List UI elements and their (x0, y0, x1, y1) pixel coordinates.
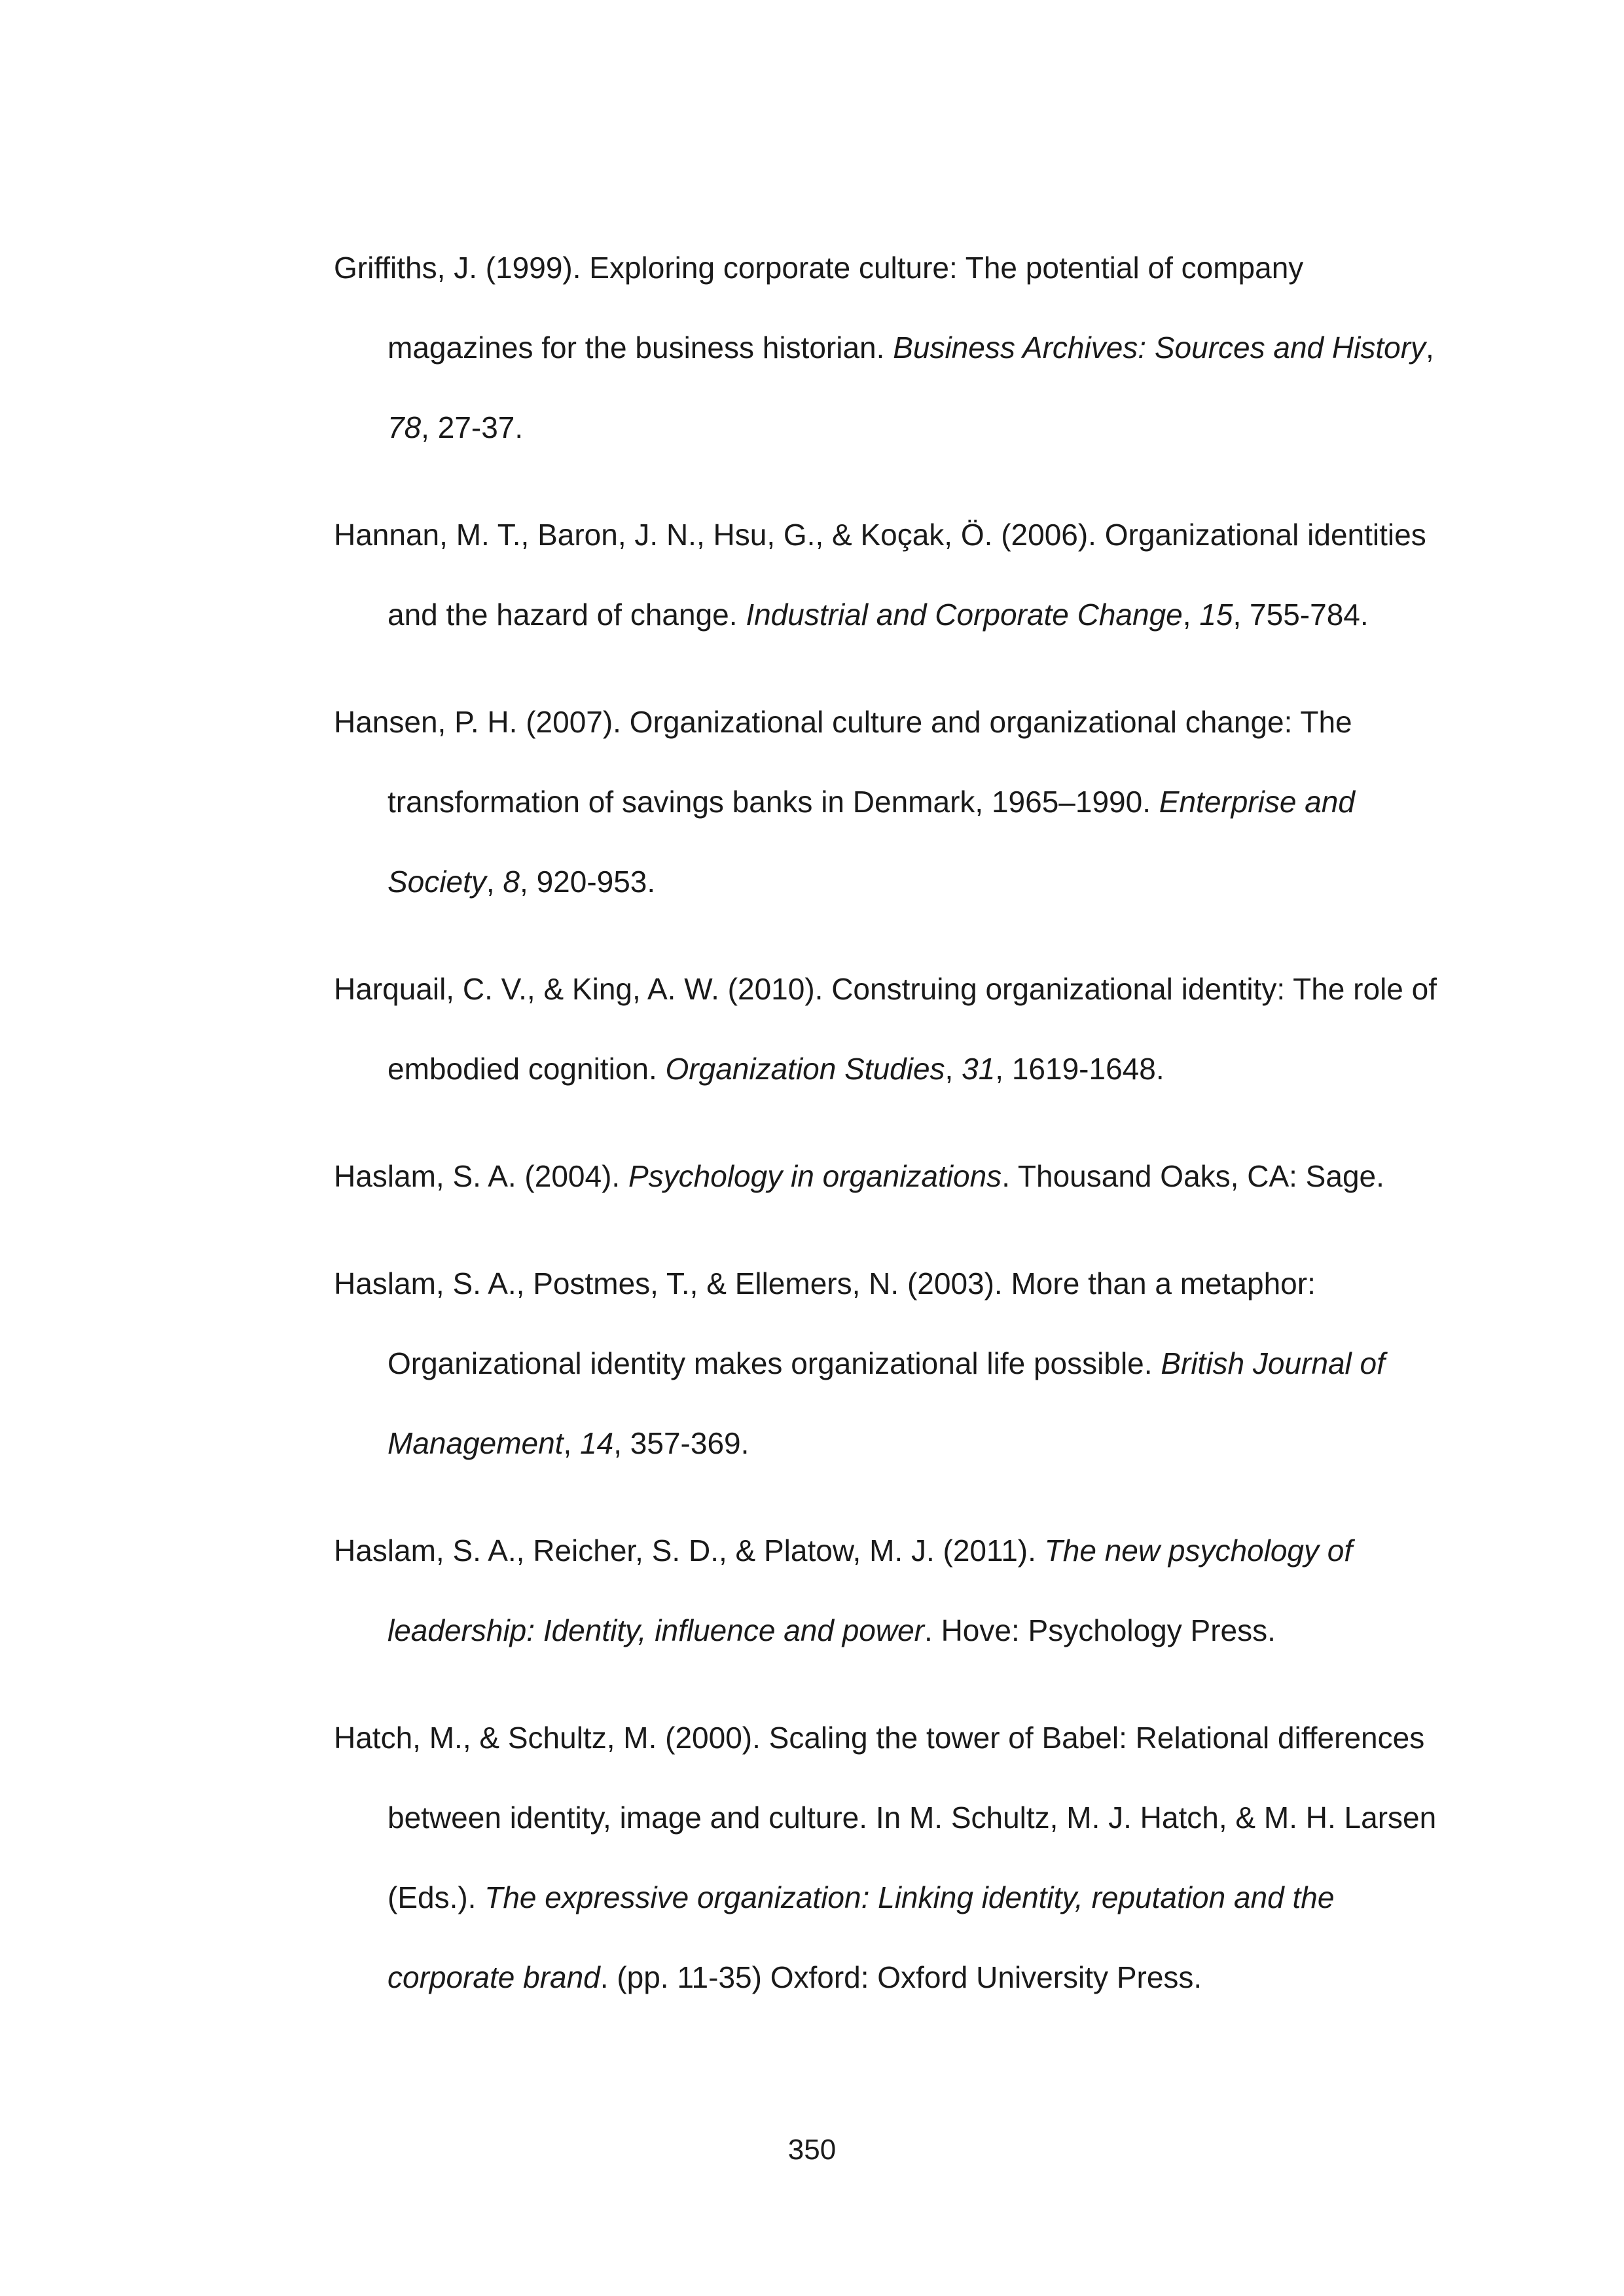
reference-entry: Hansen, P. H. (2007). Organizational culture and organizational change: The transformation of savings banks in Denmark, 1965–1990. Enterprise and Society, 8, 920-953. (334, 705, 1355, 899)
reference-text: Haslam, S. A., Reicher, S. D., & Platow, M. J. (2011). (334, 1534, 1045, 1568)
reference-text: Hansen, P. H. (2007). Organizational culture and organizational change: The transformation of savings banks in Denmark, 1965–1990. (334, 705, 1352, 819)
reference-entry: Harquail, C. V., & King, A. W. (2010). Construing organizational identity: The role of embodied cognition. Organization Studies, 31, 1619-1648. (334, 972, 1437, 1086)
volume-number: 78 (388, 410, 422, 444)
publisher-info: . Hove: Psychology Press. (924, 1613, 1276, 1647)
reference-entry (334, 1698, 1447, 2017)
book-title: Psychology in organizations (628, 1159, 1002, 1193)
journal-title: Business Archives: Sources and History (893, 331, 1426, 365)
page-range: , 920-953. (520, 865, 656, 899)
volume-number: 15 (1199, 598, 1233, 632)
journal-title: Industrial and Corporate Change (746, 598, 1183, 632)
reference-text: Griffiths, J. (1999). Exploring corporate culture: The potential of company magazines for the business historian. (334, 251, 1304, 365)
reference-text: Haslam, S. A., Postmes, T., & Ellemers, N. (2003). More than a metaphor: Organizational identity makes organizational life possible. (334, 1266, 1316, 1380)
page-range: , 27-37. (421, 410, 524, 444)
reference-text: Hatch, M., & Schultz, M. (2000). Scaling the tower of Babel: Relational differences between identity, image and culture. In M. Schultz, M. J. Hatch, & M. H. Larsen (Eds.). (334, 1721, 1437, 1914)
page-range: , 755-784. (1233, 598, 1369, 632)
reference-entry (334, 1511, 1447, 1670)
journal-title: Enterprise and Society (388, 785, 1355, 899)
page-range: , 357-369. (613, 1426, 749, 1460)
page-number: 350 (787, 2134, 837, 2166)
reference-entry: Hannan, M. T., Baron, J. N., Hsu, G., & Koçak, Ö. (2006). Organizational identities and the hazard of change. Industrial and Corporate Change, 15, 755-784. (334, 518, 1426, 632)
reference-text: Hannan, M. T., Baron, J. N., Hsu, G., & Koçak, Ö. (2006). Organizational identities and the hazard of change. (334, 518, 1426, 632)
reference-list (334, 228, 1447, 2045)
book-title: The expressive organization: Linking identity, reputation and the corporate brand (388, 1880, 1335, 1994)
reference-entry: Griffiths, J. (1999). Exploring corporate culture: The potential of company magazines for the business historian. Business Archives: Sources and History, 78, 27-37. (334, 251, 1434, 444)
volume-number: 14 (580, 1426, 614, 1460)
journal-title: British Journal of Management (388, 1346, 1385, 1460)
journal-title: Organization Studies (665, 1052, 945, 1086)
volume-number: 31 (962, 1052, 996, 1086)
page-range: , 1619-1648. (995, 1052, 1164, 1086)
publisher-info: . Thousand Oaks, CA: Sage. (1001, 1159, 1384, 1193)
reference-entry (334, 1136, 1447, 1216)
book-title: The new psychology of leadership: Identity, influence and power (388, 1534, 1353, 1647)
publisher-info: . (pp. 11-35) Oxford: Oxford University Press. (600, 1960, 1202, 1994)
volume-number: 8 (503, 865, 520, 899)
reference-entry: Haslam, S. A., Postmes, T., & Ellemers, N. (2003). More than a metaphor: Organizational identity makes organizational life possible. British Journal of Management, 14, 357-369. (334, 1266, 1385, 1460)
reference-text: Harquail, C. V., & King, A. W. (2010). Construing organizational identity: The role of embodied cognition. (334, 972, 1437, 1086)
reference-text: Haslam, S. A. (2004). (334, 1159, 628, 1193)
